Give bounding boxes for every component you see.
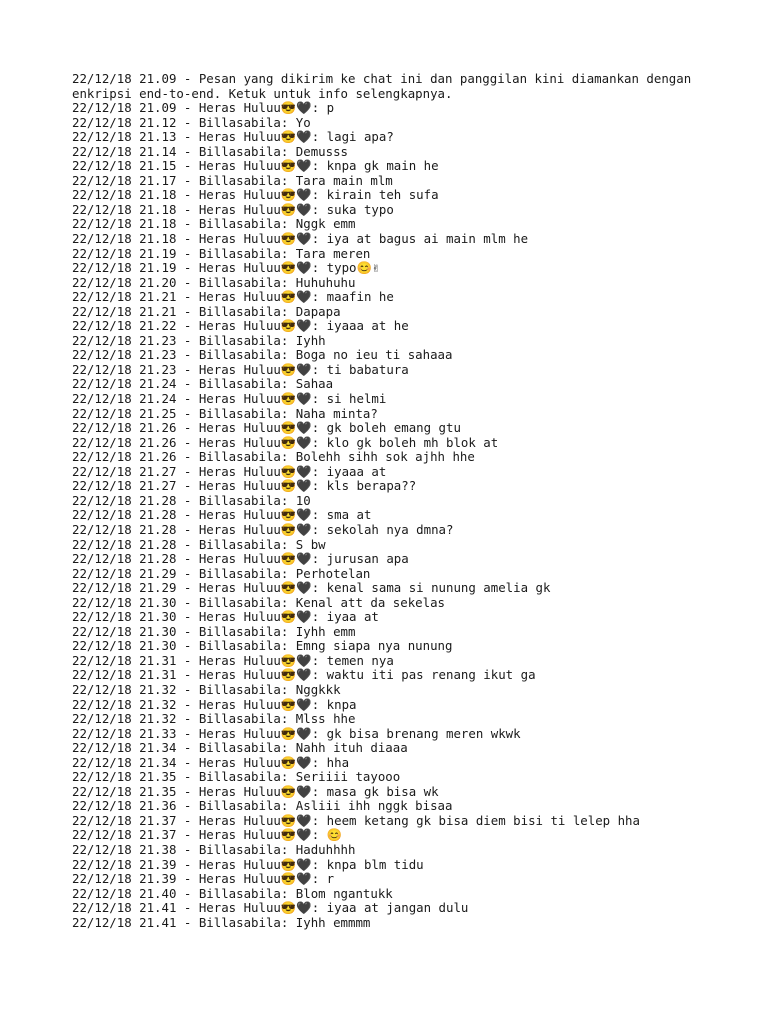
chat-log-line: 22/12/18 21.32 - Billasabila: Nggkkk <box>72 681 341 697</box>
chat-log-line: 22/12/18 21.29 - Heras Huluu😎🖤: kenal sama si nunung amelia gk <box>72 580 551 596</box>
chat-log-line: 22/12/18 21.31 - Heras Huluu😎🖤: waktu iti pas renang ikut ga <box>72 667 536 683</box>
chat-log-line: 22/12/18 21.31 - Heras Huluu😎🖤: temen nya <box>72 652 394 668</box>
chat-log-line: 22/12/18 21.23 - Billasabila: Iyhh <box>72 332 326 348</box>
chat-log-line: 22/12/18 21.29 - Billasabila: Perhotelan <box>72 565 371 581</box>
chat-log-line: 22/12/18 21.32 - Heras Huluu😎🖤: knpa <box>72 696 357 712</box>
chat-log-line: 22/12/18 21.36 - Billasabila: Asliii ihh nggk bisaa <box>72 798 453 814</box>
chat-log-line: 22/12/18 21.33 - Heras Huluu😎🖤: gk bisa brenang meren wkwk <box>72 725 521 741</box>
chat-log-line: 22/12/18 21.23 - Billasabila: Boga no ieu ti sahaaa <box>72 347 453 363</box>
chat-log-line: 22/12/18 21.25 - Billasabila: Naha minta? <box>72 405 378 421</box>
chat-log-line: 22/12/18 21.14 - Billasabila: Demusss <box>72 143 349 159</box>
chat-log-line: 22/12/18 21.18 - Heras Huluu😎🖤: kirain teh sufa <box>72 187 439 203</box>
chat-log-line: 22/12/18 21.09 - Heras Huluu😎🖤: p <box>72 100 335 116</box>
chat-log-line: 22/12/18 21.39 - Heras Huluu😎🖤: r <box>72 871 335 887</box>
chat-log-line: 22/12/18 21.30 - Billasabila: Kenal att da sekelas <box>72 594 445 610</box>
chat-log-line: 22/12/18 21.27 - Heras Huluu😎🖤: iyaaa at <box>72 463 387 479</box>
chat-log-line: 22/12/18 21.18 - Billasabila: Nggk emm <box>72 216 356 232</box>
chat-log-line: 22/12/18 21.34 - Heras Huluu😎🖤: hha <box>72 754 350 770</box>
chat-log-line: 22/12/18 21.21 - Heras Huluu😎🖤: maafin he <box>72 289 394 305</box>
chat-log-line: 22/12/18 21.32 - Billasabila: Mlss hhe <box>72 711 356 727</box>
chat-log-line: 22/12/18 21.18 - Heras Huluu😎🖤: suka typo <box>72 201 394 217</box>
chat-log-line: 22/12/18 21.13 - Heras Huluu😎🖤: lagi apa? <box>72 129 394 145</box>
chat-log-line: 22/12/18 21.27 - Heras Huluu😎🖤: kls berapa?? <box>72 478 417 494</box>
chat-log-line: 22/12/18 21.15 - Heras Huluu😎🖤: knpa gk main he <box>72 158 439 174</box>
chat-log-line: 22/12/18 21.23 - Heras Huluu😎🖤: ti babatura <box>72 361 409 377</box>
chat-log-line: 22/12/18 21.30 - Heras Huluu😎🖤: iyaa at <box>72 609 379 625</box>
chat-log-line: 22/12/18 21.35 - Billasabila: Seriiii tayooo <box>72 769 401 785</box>
chat-log-line: 22/12/18 21.34 - Billasabila: Nahh ituh diaaa <box>72 740 408 756</box>
chat-log-line: 22/12/18 21.24 - Heras Huluu😎🖤: si helmi <box>72 391 387 407</box>
chat-log-line: 22/12/18 21.30 - Billasabila: Iyhh emm <box>72 623 356 639</box>
chat-log-line: 22/12/18 21.09 - Pesan yang dikirim ke chat ini dan panggilan kini diamankan dengan <box>72 71 692 86</box>
chat-log-line: 22/12/18 21.41 - Billasabila: Iyhh emmmm <box>72 914 371 930</box>
chat-log-line: 22/12/18 21.35 - Heras Huluu😎🖤: masa gk bisa wk <box>72 783 439 799</box>
chat-log-line: 22/12/18 21.41 - Heras Huluu😎🖤: iyaa at jangan dulu <box>72 900 469 916</box>
chat-log-line: 22/12/18 21.20 - Billasabila: Huhuhuhu <box>72 274 356 290</box>
chat-log-line: 22/12/18 21.24 - Billasabila: Sahaa <box>72 376 334 392</box>
chat-log-line: 22/12/18 21.26 - Billasabila: Bolehh sihh sok ajhh hhe <box>72 449 475 465</box>
chat-log-line: 22/12/18 21.26 - Heras Huluu😎🖤: klo gk boleh mh blok at <box>72 434 499 450</box>
chat-log-line: 22/12/18 21.19 - Heras Huluu😎🖤: typo😊✌ <box>72 260 380 276</box>
chat-log-line: 22/12/18 21.30 - Billasabila: Emng siapa nya nunung <box>72 638 453 654</box>
chat-log-line: 22/12/18 21.28 - Billasabila: 10 <box>72 492 311 508</box>
chat-log-line: 22/12/18 21.28 - Heras Huluu😎🖤: jurusan apa <box>72 551 409 567</box>
chat-log-line: 22/12/18 21.12 - Billasabila: Yo <box>72 114 311 130</box>
chat-log-line: 22/12/18 21.26 - Heras Huluu😎🖤: gk boleh emang gtu <box>72 420 461 436</box>
chat-log-line: 22/12/18 21.22 - Heras Huluu😎🖤: iyaaa at he <box>72 318 409 334</box>
chat-log-document <box>72 72 732 930</box>
chat-log-line: 22/12/18 21.18 - Heras Huluu😎🖤: iya at bagus ai main mlm he <box>72 231 529 247</box>
chat-log-line: 22/12/18 21.38 - Billasabila: Haduhhhh <box>72 841 356 857</box>
chat-log-line: 22/12/18 21.37 - Heras Huluu😎🖤: heem ketang gk bisa diem bisi ti lelep hha <box>72 812 640 828</box>
chat-log-line: 22/12/18 21.39 - Heras Huluu😎🖤: knpa blm tidu <box>72 856 424 872</box>
chat-log-line: 22/12/18 21.19 - Billasabila: Tara meren <box>72 245 371 261</box>
chat-log-line: 22/12/18 21.28 - Heras Huluu😎🖤: sekolah nya dmna? <box>72 521 454 537</box>
chat-log-line: 22/12/18 21.28 - Billasabila: S bw <box>72 536 326 552</box>
chat-log-line: 22/12/18 21.21 - Billasabila: Dapapa <box>72 303 341 319</box>
chat-log-line: 22/12/18 21.37 - Heras Huluu😎🖤: 😊 <box>72 827 343 843</box>
chat-log-line: enkripsi end-to-end. Ketuk untuk info selengkapnya. <box>72 85 453 101</box>
chat-log-line: 22/12/18 21.17 - Billasabila: Tara main mlm <box>72 172 393 188</box>
chat-log-line: 22/12/18 21.40 - Billasabila: Blom ngantukk <box>72 885 393 901</box>
chat-log-line: 22/12/18 21.28 - Heras Huluu😎🖤: sma at <box>72 507 372 523</box>
